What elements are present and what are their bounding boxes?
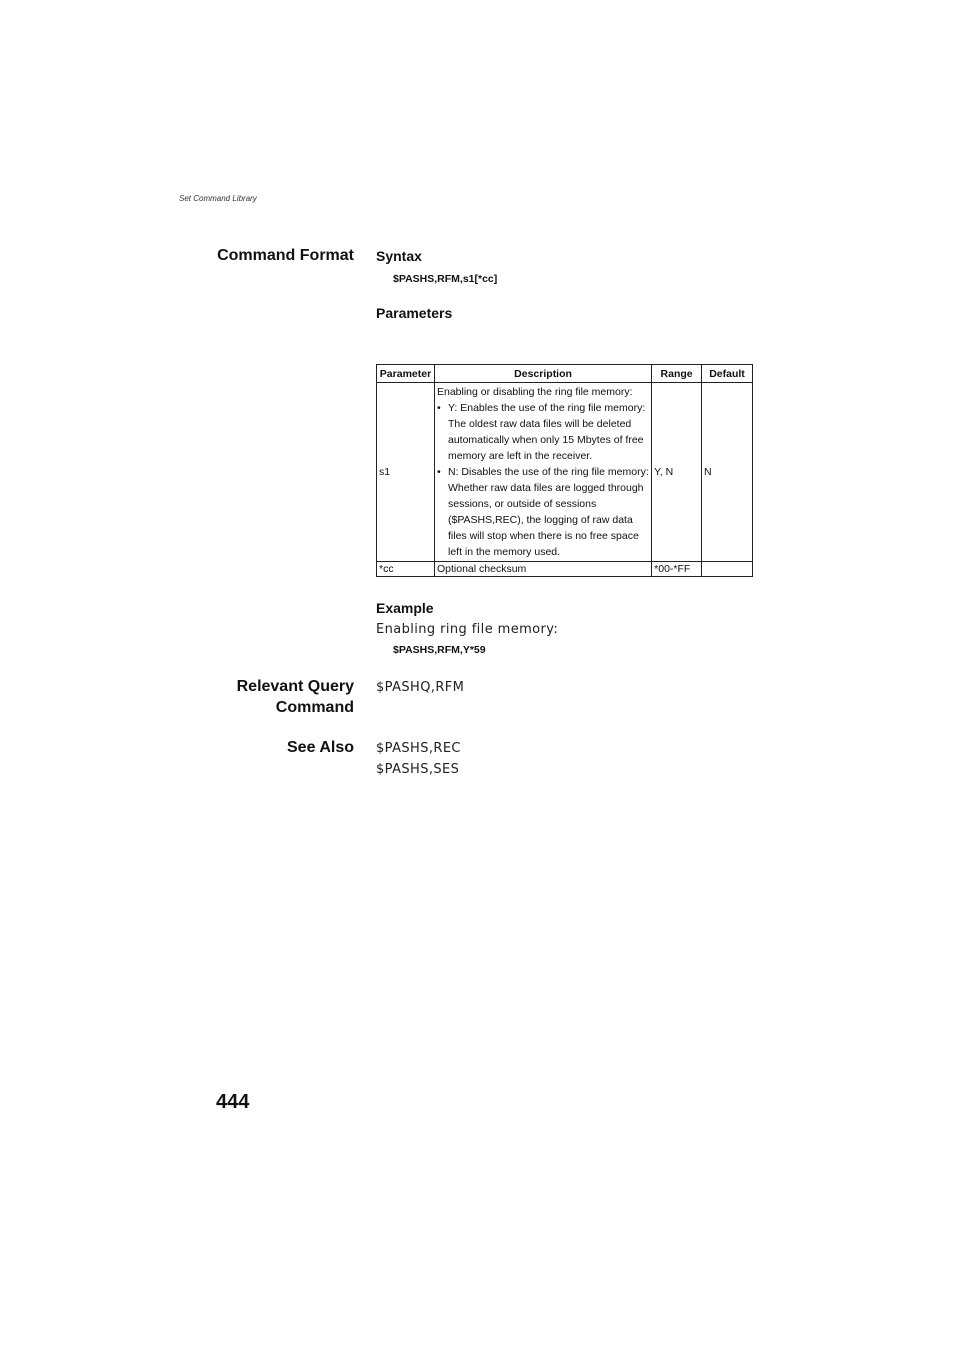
- table-header-row: [377, 365, 753, 383]
- example-command: $PASHS,RFM,Y*59: [393, 644, 486, 656]
- syntax-heading: Syntax: [376, 248, 422, 264]
- syntax-command: $PASHS,RFM,s1[*cc]: [393, 273, 498, 285]
- table-row: [377, 383, 753, 562]
- range-cell: Y, N: [652, 383, 702, 562]
- page-number: 444: [216, 1091, 250, 1113]
- relevant-query-value: $PASHQ,RFM: [376, 680, 465, 695]
- description-cell: Optional checksum: [434, 562, 651, 577]
- bullet-text: N: Disables the use of the ring file memory: Whether raw data files are logged through sessions, or outside of sessions ($PASHS,REC), the logging of raw data files will stop when there is no free space left in the memory used.: [447, 466, 649, 558]
- description-cell: [434, 383, 651, 562]
- see-also-item: $PASHS,REC: [376, 741, 461, 756]
- parameter-cell: s1: [377, 383, 435, 562]
- relevant-query-heading: [154, 676, 354, 718]
- description-intro: Enabling or disabling the ring file memory:: [436, 386, 633, 398]
- see-also-item: $PASHS,SES: [376, 762, 460, 777]
- default-cell: N: [702, 383, 753, 562]
- column-header-range: Range: [652, 365, 702, 383]
- parameter-cell: *cc: [377, 562, 435, 577]
- bullet-marker: •: [436, 466, 441, 478]
- bullet-item: [437, 464, 649, 560]
- running-header: Set Command Library: [179, 194, 257, 203]
- parameters-heading: Parameters: [376, 305, 453, 321]
- parameters-table: [376, 364, 753, 577]
- default-cell: [702, 562, 753, 577]
- table-row: [377, 562, 753, 577]
- bullet-marker: •: [436, 402, 441, 414]
- example-heading: Example: [376, 600, 434, 616]
- bullet-item: [437, 400, 649, 464]
- see-also-heading: See Also: [287, 739, 354, 756]
- bullet-text: Y: Enables the use of the ring file memory: The oldest raw data files will be deleted automatically when only 15 Mbytes of free memory are left in the receiver.: [447, 402, 646, 462]
- command-format-heading: Command Format: [217, 247, 354, 264]
- relevant-query-heading-line1: Relevant Query: [236, 678, 354, 695]
- example-text: Enabling ring file memory:: [376, 622, 559, 637]
- range-cell: *00-*FF: [652, 562, 702, 577]
- column-header-default: Default: [702, 365, 753, 383]
- relevant-query-heading-line2: Command: [275, 699, 354, 716]
- column-header-description: Description: [434, 365, 651, 383]
- column-header-parameter: Parameter: [377, 365, 435, 383]
